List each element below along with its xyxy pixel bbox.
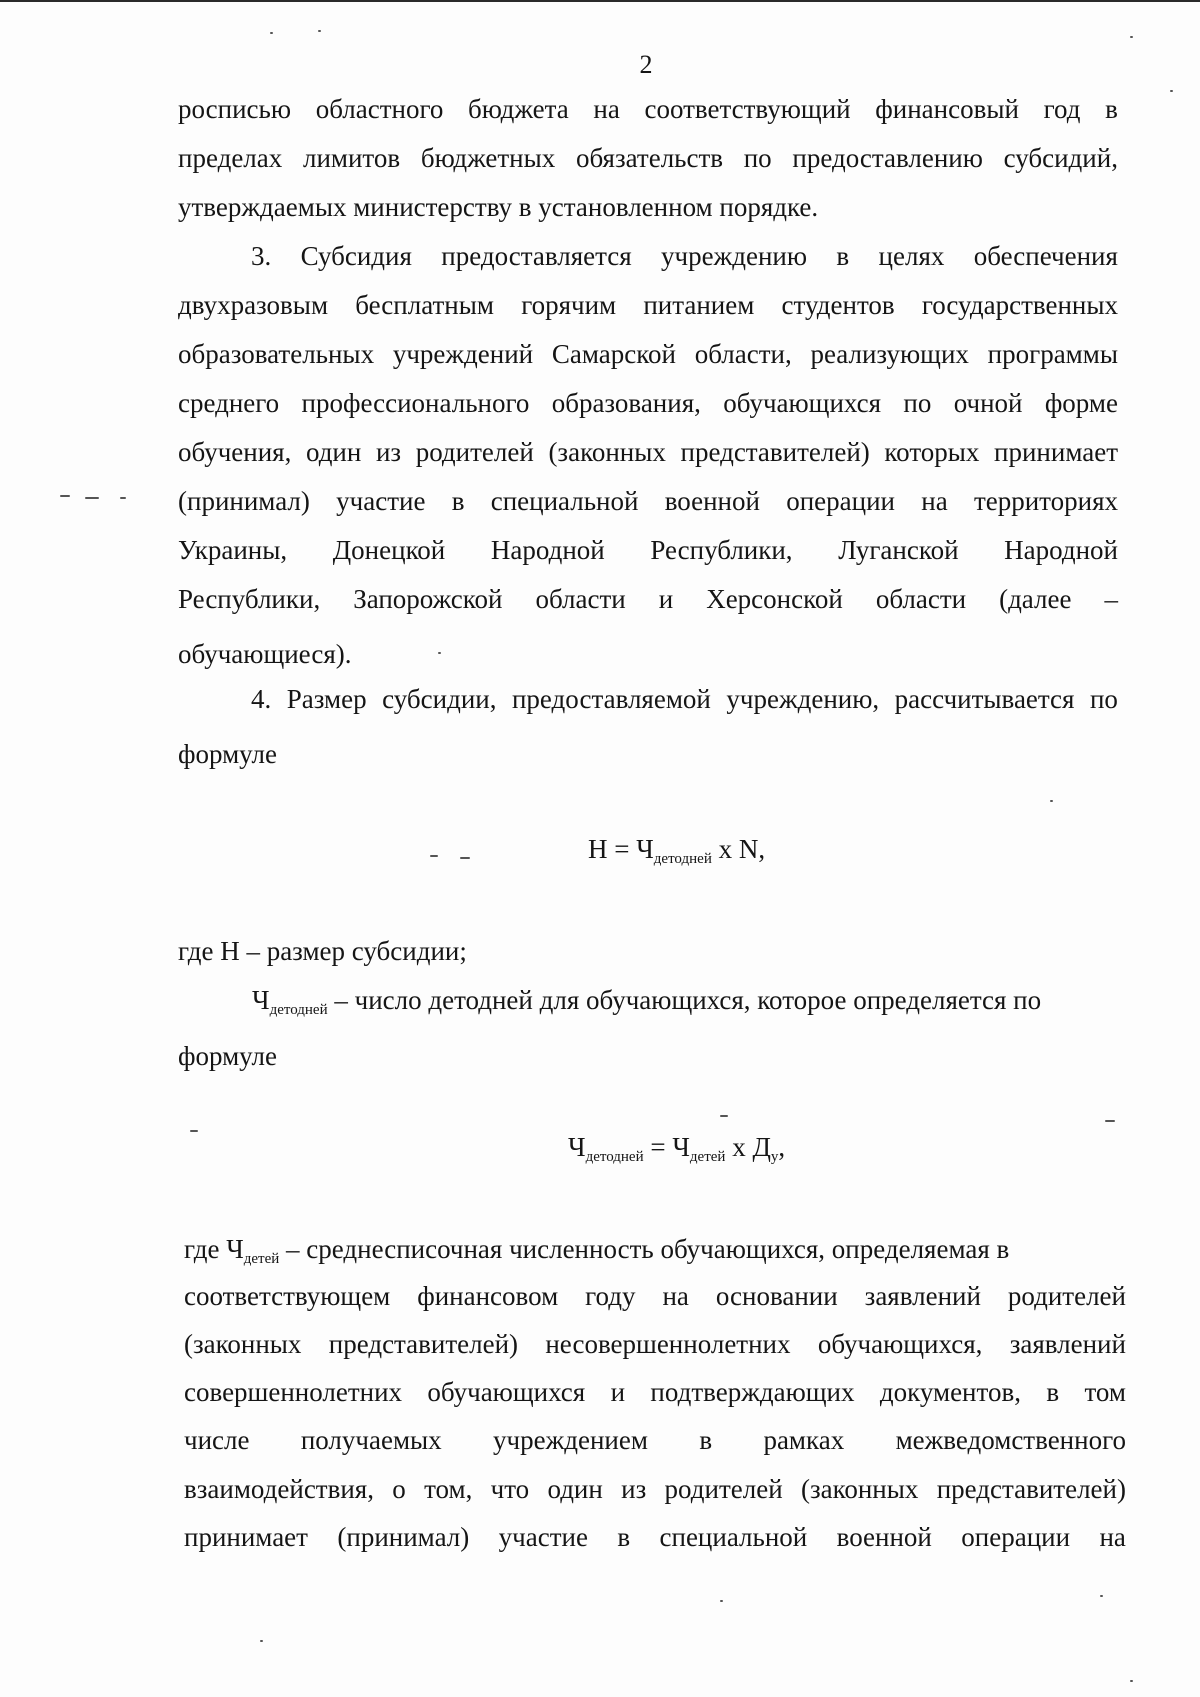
word: лимитов [302,143,401,173]
text-line-l5 [178,289,1118,321]
definition-children-count-text: – среднесписочная численность обучающихся, определяемая в [279,1234,1010,1264]
word: участие [336,486,426,516]
definition-children-count-prefix: где Ч [184,1234,244,1264]
word: взаимодействия, [184,1474,374,1504]
scan-speck [460,857,470,859]
word: по [903,388,932,418]
word: Размер [286,684,367,714]
text-line-l12: обучающиеся). [178,639,352,669]
text-line-l22 [184,1424,1126,1456]
scan-speck [270,32,273,34]
word: родителей [1007,1281,1126,1311]
word: и [610,1377,626,1407]
word: на [662,1281,689,1311]
scan-speck [1100,1595,1103,1597]
word: учреждению [661,241,808,271]
word: студентов [781,290,895,320]
word: том, [424,1474,473,1504]
formula-child-days-days-subscript: у [770,1149,779,1165]
formula-subsidy [588,833,765,865]
scan-speck [438,652,441,654]
word: пределах [178,143,283,173]
word: области [535,584,626,614]
word: обучающихся [723,388,882,418]
scan-speck [1105,1120,1115,1122]
text-line-l6 [178,338,1118,370]
scan-speck [430,855,438,857]
text-line-l19 [184,1280,1126,1312]
formula-child-days-times: x Д [725,1132,771,1162]
definition-child-days-subscript: детодней [269,1002,328,1018]
word: двухразовым [178,290,329,320]
word: обеспечения [973,241,1118,271]
word: межведомственного [895,1425,1126,1455]
word: профессионального [301,388,530,418]
text-line-l3: утверждаемых министерству в установленном порядке. [178,192,819,222]
word: обучающихся [427,1377,586,1407]
formula-child-days [568,1131,785,1163]
word: 3. [251,241,272,271]
formula-child-days-eq: = Ч [643,1132,690,1162]
word: Народной [1004,535,1118,565]
definition-child-days-symbol: Ч [252,985,270,1015]
formula-child-days-lhs: Ч [568,1132,586,1162]
word: очной [953,388,1023,418]
word: представителей) [936,1474,1126,1504]
text-line-l14: формуле [178,739,277,769]
word: принимает [994,437,1118,467]
page-number: 2 [639,50,653,79]
word: предоставлению [792,143,983,173]
word: участие [498,1522,588,1552]
word: Республики, [650,535,793,565]
word: в [1046,1377,1060,1407]
word: учреждением [493,1425,648,1455]
scan-speck [60,495,70,497]
word: росписью [178,94,292,124]
word: (далее [999,584,1072,614]
word: том [1084,1377,1126,1407]
word: в [699,1425,713,1455]
word: из [375,437,402,467]
word: из [621,1474,647,1504]
scan-speck [190,1130,198,1132]
text-line-l17: формуле [178,1041,277,1071]
scan-speck [1050,800,1053,802]
word: субсидии, [382,684,497,714]
word: специальной [490,486,639,516]
word: и [658,584,674,614]
word: Запорожской [353,584,503,614]
word: – [1104,584,1118,614]
word: бесплатным [355,290,494,320]
scan-speck [720,1115,728,1117]
word: числе [184,1425,250,1455]
word: в [617,1522,631,1552]
text-line-l24 [184,1521,1126,1553]
word: Украины, [178,535,288,565]
text-line-l2 [178,142,1118,174]
text-line-l11 [178,583,1118,615]
word: один [547,1474,603,1504]
word: Донецкой [332,535,446,565]
text-line-l23 [184,1473,1126,1505]
word: (законных [184,1329,302,1359]
word: в [1105,94,1118,124]
word: рассчитывается [894,684,1075,714]
word: образования, [551,388,701,418]
word: в [451,486,465,516]
word: территориях [973,486,1118,516]
word: год [1043,94,1081,124]
word: рамках [763,1425,845,1455]
word: военной [664,486,760,516]
word: подтверждающих [650,1377,855,1407]
word: субсидий, [1003,143,1118,173]
word: бюджетных [420,143,556,173]
word: государственных [921,290,1118,320]
word: родителей [415,437,534,467]
word: документов, [879,1377,1021,1407]
word: представителей) [680,437,870,467]
scan-speck [318,30,321,32]
word: обучения, [178,437,292,467]
word: в [836,241,850,271]
word: представителей) [328,1329,519,1359]
word: бюджета [468,94,569,124]
word: на [593,94,620,124]
word: получаемых [300,1425,442,1455]
text-line-l10 [178,534,1118,566]
word: (законных [800,1474,919,1504]
word: учреждению, [726,684,880,714]
word: областного [315,94,444,124]
word: соответствующий [644,94,851,124]
formula-subsidy-rhs: x N, [711,834,766,864]
formula-child-days-end: , [778,1132,786,1162]
text-line-l9 [178,485,1118,517]
word: Республики, [178,584,321,614]
word: Самарской [551,339,676,369]
word: заявлений [864,1281,981,1311]
word: программы [987,339,1118,369]
scan-speck [720,1600,723,1602]
word: совершеннолетних [184,1377,403,1407]
text-line-l8 [178,436,1118,468]
definition-child-days [252,984,1041,1016]
word: целях [878,241,945,271]
word: на [1099,1522,1126,1552]
word: которых [884,437,980,467]
word: военной [836,1522,932,1552]
word: принимает [184,1522,308,1552]
word: Херсонской [706,584,843,614]
word: форме [1044,388,1118,418]
word: 4. [251,684,272,714]
word: заявлений [1009,1329,1126,1359]
word: основании [715,1281,838,1311]
word: реализующих [810,339,969,369]
scan-speck [1170,90,1173,92]
formula-subsidy-subscript: детодней [653,851,712,867]
word: несовершеннолетних [545,1329,791,1359]
word: предоставляется [441,241,632,271]
word: Субсидия [300,241,412,271]
scan-speck [1130,1680,1133,1682]
text-line-l20 [184,1328,1126,1360]
formula-child-days-lhs-subscript: детодней [585,1149,644,1165]
word: учреждений [392,339,534,369]
word: области, [694,339,792,369]
word: области [875,584,967,614]
word: что [490,1474,530,1504]
word: по [743,143,772,173]
word: о [392,1474,406,1504]
word: Луганской [838,535,959,565]
word: питанием [643,290,755,320]
word: году [585,1281,636,1311]
text-line-l13 [251,683,1118,715]
definition-child-days-text: – число детодней для обучающихся, которое определяется по [327,985,1042,1015]
word: операции [786,486,895,516]
word: обучающихся, [817,1329,983,1359]
word: (законных [548,437,666,467]
formula-subsidy-lhs: Н = Ч [588,834,654,864]
word: на [921,486,948,516]
word: Народной [490,535,605,565]
text-line-l4 [251,240,1118,272]
definition-children-count [184,1233,1009,1265]
page-top-border [0,0,1200,2]
word: один [305,437,362,467]
scan-speck [120,497,126,499]
text-line-l21 [184,1376,1126,1408]
word: специальной [659,1522,808,1552]
word: по [1089,684,1118,714]
word: обязательств [575,143,724,173]
word: среднего [178,388,280,418]
word: финансовом [417,1281,559,1311]
formula-child-days-children-subscript: детей [689,1149,726,1165]
scan-speck [1130,36,1133,38]
word: финансовый [875,94,1019,124]
definition-children-count-subscript: детей [243,1251,280,1267]
word: родителей [664,1474,783,1504]
word: (принимал) [178,486,310,516]
scan-speck [85,497,99,499]
text-line-l15: где Н – размер субсидии; [178,936,467,966]
text-line-l1 [178,93,1118,125]
word: горячим [521,290,617,320]
word: предоставляемой [511,684,711,714]
word: образовательных [178,339,375,369]
word: соответствующем [184,1281,391,1311]
word: операции [961,1522,1071,1552]
scan-speck [260,1640,263,1642]
text-line-l7 [178,387,1118,419]
word: (принимал) [337,1522,470,1552]
